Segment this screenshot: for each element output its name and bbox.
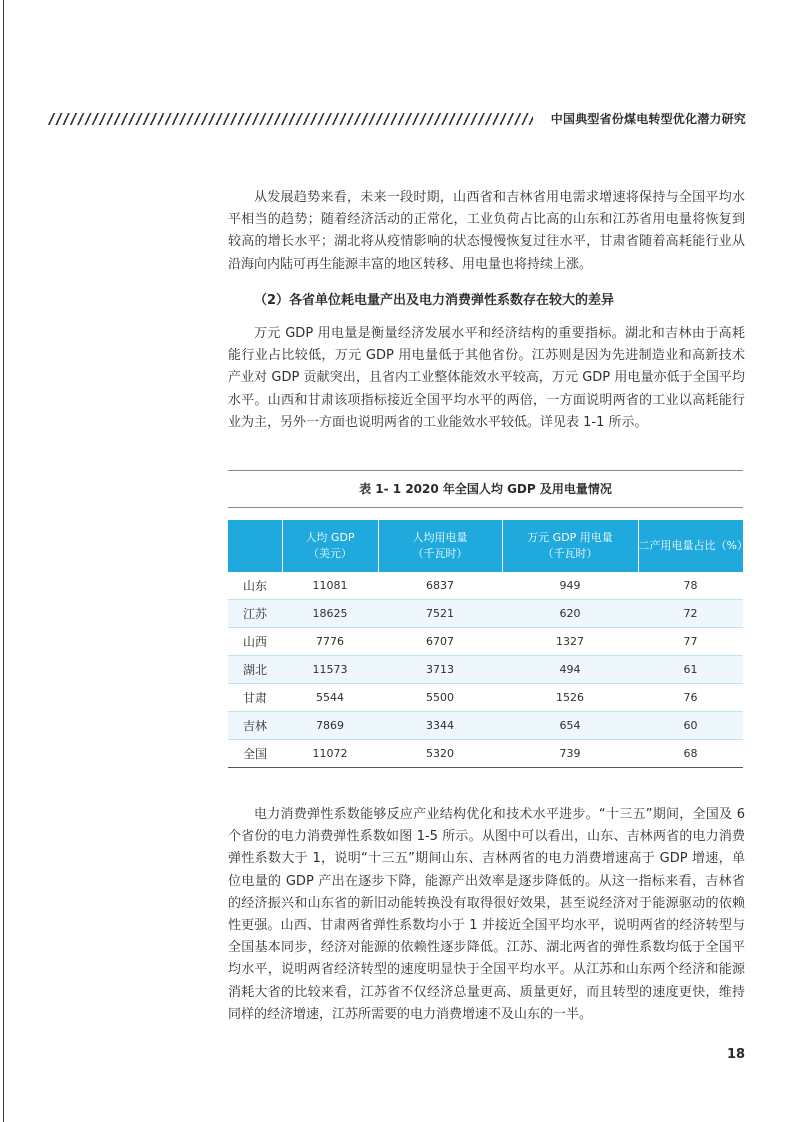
running-header [0,109,793,131]
table-row [228,712,743,740]
paragraph-elasticity: 电力消费弹性系数能够反应产业结构优化和技术水平进步。“十三五”期间，全国及 6 个省份的电力消费弹性系数如图 1-5 所示。从图中可以看出，山东、吉林两省的电力消费弹性系数大于 1，说明“十三五”期间山东、吉林两省的电力消费增速高于 GDP 增速，单位电量的 GDP 产出在逐步下降，能源产出效率是逐步降低的。从这一指标来看，吉林省的经济振兴和山东省的新旧动能转换没有取得很好效果，甚至说经济对于能源驱动的依赖性更强。山西、甘肃两省弹性系数均小于 1 并接近全国平均水平，说明两省的经济转型与全国基本同步，经济对能源的依赖性逐步降低。江苏、湖北两省的弹性系数均低于全国平均水平，说明两省经济转型的速度明显快于全国平均水平。从江苏和山东两个经济和能源消耗大省的比较来看，江苏省不仅经济总量更高、质量更好，而且转型的速度更快，维持同样的经济增速，江苏所需要的电力消费增速不及山东的一半。 [228,807,745,1022]
cell-region: 山东 [228,572,282,600]
cell-region: 山西 [228,628,282,656]
column-header-elec-per-capita: 人均用电量 （千瓦时） [378,520,502,572]
cell-elec-per-10k-gdp: 654 [502,712,638,740]
paragraph-gdp-electricity: 万元 GDP 用电量是衡量经济发展水平和经济结构的重要指标。湖北和吉林由于高耗能行业占比较低，万元 GDP 用电量低于其他省份。江苏则是因为先进制造业和高新技术产业对 GDP 贡献突出，且省内工业整体能效水平较高，万元 GDP 用电量亦低于全国平均水平。山西和甘肃该项指标接近全国平均水平的两倍，一方面说明两省的工业以高耗能行业为主，另外一方面也说明两省的工业能效水平较低。详见表 1-1 所示。 [228,326,745,430]
cell-gdp-per-capita: 7869 [282,712,378,740]
cell-elec-per-10k-gdp: 949 [502,572,638,600]
page-left-edge-rule [3,0,4,1122]
cell-elec-per-capita: 7521 [378,600,502,628]
cell-secondary-share: 72 [638,600,743,628]
cell-region: 吉林 [228,712,282,740]
cell-gdp-per-capita: 11081 [282,572,378,600]
cell-region: 全国 [228,740,282,768]
column-header-gdp-per-capita: 人均 GDP （美元） [282,520,378,572]
cell-secondary-share: 78 [638,572,743,600]
table-header-row [228,520,743,572]
paragraph-development-trend: 从发展趋势来看，未来一段时期，山西省和吉林省用电需求增速将保持与全国平均水平相当的趋势；随着经济活动的正常化，工业负荷占比高的山东和江苏省用电量将恢复到较高的增长水平；湖北将从疫情影响的状态慢慢恢复过往水平，甘肃省随着高耗能行业从沿海向内陆可再生能源丰富的地区转移、用电量也将持续上涨。 [228,190,745,272]
column-header-region [228,520,282,572]
cell-gdp-per-capita: 11072 [282,740,378,768]
column-header-elec-per-10k-gdp: 万元 GDP 用电量 （千瓦时） [502,520,638,572]
page-number: 18 [727,1047,746,1062]
data-table [228,520,748,768]
cell-secondary-share: 60 [638,712,743,740]
cell-secondary-share: 76 [638,684,743,712]
cell-gdp-per-capita: 11573 [282,656,378,684]
cell-elec-per-capita: 3713 [378,656,502,684]
cell-elec-per-capita: 6837 [378,572,502,600]
header-hatch-decoration [48,113,533,125]
cell-elec-per-10k-gdp: 1327 [502,628,638,656]
table-row [228,572,743,600]
table-row [228,600,743,628]
table-1-1 [228,470,748,768]
table-row [228,628,743,656]
cell-elec-per-capita: 6707 [378,628,502,656]
cell-gdp-per-capita: 5544 [282,684,378,712]
cell-elec-per-capita: 5500 [378,684,502,712]
cell-secondary-share: 61 [638,656,743,684]
table-caption: 表 1- 1 2020 年全国人均 GDP 及用电量情况 [359,482,612,496]
cell-secondary-share: 77 [638,628,743,656]
cell-secondary-share: 68 [638,740,743,768]
table-row [228,656,743,684]
cell-region: 江苏 [228,600,282,628]
cell-elec-per-10k-gdp: 739 [502,740,638,768]
cell-elec-per-10k-gdp: 620 [502,600,638,628]
cell-elec-per-capita: 5320 [378,740,502,768]
cell-elec-per-10k-gdp: 1526 [502,684,638,712]
cell-gdp-per-capita: 18625 [282,600,378,628]
header-title: 中国典型省份煤电转型优化潜力研究 [550,112,746,126]
table-row [228,684,743,712]
table-caption-rule [228,507,743,508]
cell-region: 湖北 [228,656,282,684]
cell-region: 甘肃 [228,684,282,712]
cell-elec-per-capita: 3344 [378,712,502,740]
section-subheading: （2）各省单位耗电量产出及电力消费弹性系数存在较大的差异 [254,293,615,308]
column-header-secondary-share: 二产用电量占比（%） [638,520,743,572]
cell-gdp-per-capita: 7776 [282,628,378,656]
table-row [228,740,743,768]
cell-elec-per-10k-gdp: 494 [502,656,638,684]
